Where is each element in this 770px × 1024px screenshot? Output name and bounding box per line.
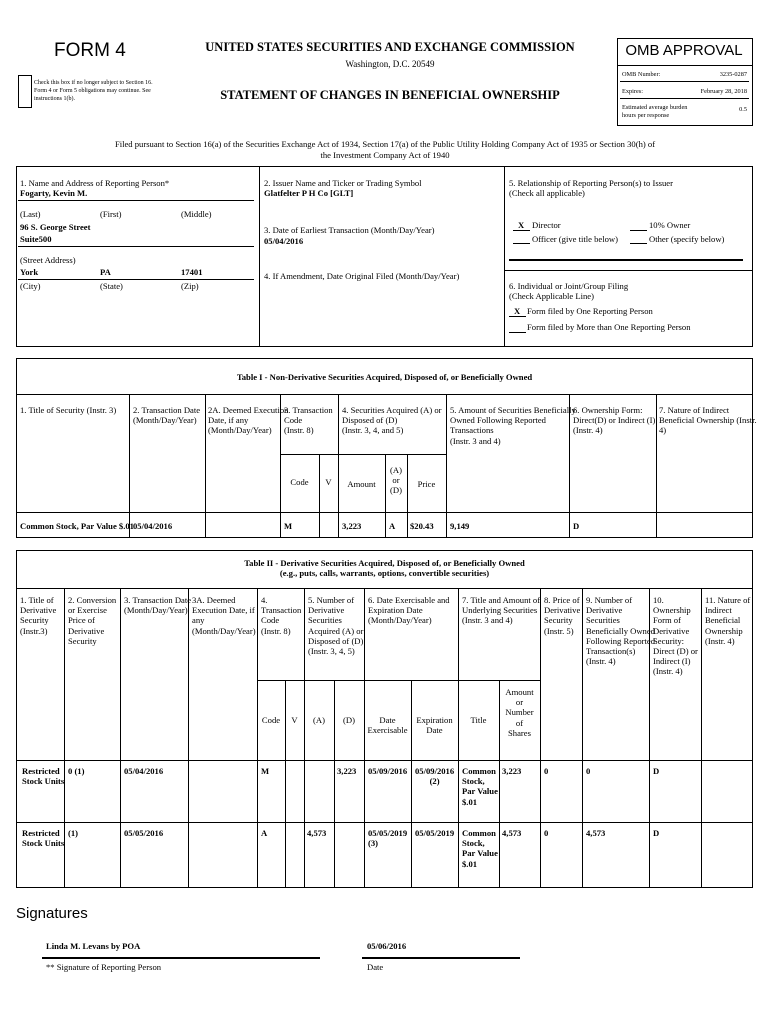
omb-expires-label: Expires:	[622, 88, 643, 95]
checkbox-instructions: Check this box if no longer subject to Section 16. Form 4 or Form 5 obligations may continue. See instructions 1(b).	[34, 80, 153, 102]
t1-col1-header: 1. Title of Security (Instr. 3)	[20, 405, 117, 415]
t2-sub-date-exercisable: Date Exercisable	[367, 715, 408, 736]
reporting-person-label: 1. Name and Address of Reporting Person*	[20, 178, 170, 188]
omb-number-label: OMB Number:	[622, 71, 661, 78]
agency-location: Washington, D.C. 20549	[345, 59, 435, 69]
omb-expires-value: February 28, 2018	[700, 88, 747, 95]
street-address-label: (Street Address)	[20, 255, 76, 265]
t1-row-amount: 3,223	[342, 521, 362, 531]
one-person-mark[interactable]: X	[514, 306, 521, 316]
t2-row1-price: 0	[544, 766, 549, 776]
t1-row-date: 05/04/2016	[133, 521, 173, 531]
city-value: York	[20, 267, 39, 277]
agency-name: UNITED STATES SECURITIES AND EXCHANGE COMMISSION	[205, 40, 575, 54]
ten-percent-owner-label: 10% Owner	[649, 220, 691, 230]
t2-col4-header: 4. Transaction Code (Instr. 8)	[261, 595, 302, 636]
last-label: (Last)	[20, 209, 41, 219]
t2-row1-disposed: 3,223	[337, 766, 357, 776]
no-longer-subject-checkbox[interactable]	[18, 75, 32, 108]
t1-col2a-header: 2A. Deemed Execution Date, if any (Month/Day/Year)	[208, 405, 289, 436]
zip-value: 17401	[181, 267, 203, 277]
t2-sub-code: Code	[261, 715, 281, 725]
issuer-name: Glatfelter P H Co [GLT]	[264, 188, 354, 198]
t2-col5-header: 5. Number of Derivative Securities Acquired (A) or Disposed of (D) (Instr. 3, 4, 5)	[308, 595, 364, 657]
filed-pursuant: Filed pursuant to Section 16(a) of the Securities Exchange Act of 1934, Section 17(a) of the Public Utility Holding Company Act of 1935 or Section 30(h) of the Investment Company Act of 1940	[114, 139, 656, 160]
state-label: (State)	[100, 281, 123, 291]
earliest-transaction-label: 3. Date of Earliest Transaction (Month/Day/Year)	[264, 225, 435, 235]
director-label: Director	[532, 220, 561, 230]
filed-by-one-label: Form filed by One Reporting Person	[527, 306, 653, 316]
t1-col3-header: 3. Transaction Code (Instr. 8)	[284, 405, 333, 436]
t2-row1-date: 05/04/2016	[124, 766, 164, 776]
t2-col7-header: 7. Title and Amount of Underlying Securities (Instr. 3 and 4)	[462, 595, 541, 626]
earliest-transaction-date: 05/04/2016	[264, 236, 304, 246]
signature-line	[42, 957, 320, 959]
t1-sub-a-or-d: (A) or (D)	[390, 465, 402, 496]
t1-row-form: D	[573, 521, 580, 531]
t2-sub-d: (D)	[343, 715, 355, 725]
statement-title: STATEMENT OF CHANGES IN BENEFICIAL OWNERSHIP	[220, 88, 560, 102]
t2-row2-code: A	[261, 828, 268, 838]
issuer-label: 2. Issuer Name and Ticker or Trading Symbol	[264, 178, 422, 188]
first-label: (First)	[100, 209, 122, 219]
t2-sub-v: V	[291, 715, 298, 725]
t2-row2-expiration: 05/05/2019	[415, 828, 455, 838]
t2-row1-exercisable: 05/09/2016	[368, 766, 408, 776]
omb-title: OMB APPROVAL	[625, 42, 743, 59]
t1-row-code: M	[284, 521, 293, 531]
t2-row2-acquired: 4,573	[307, 828, 327, 838]
t1-sub-amount: Amount	[347, 479, 376, 489]
t2-row2-underlying-amount: 4,573	[502, 828, 522, 838]
t2-col9-header: 9. Number of Derivative Securities Beneficially Owned Following Reported Transaction(s) (Instr. 4)	[586, 595, 655, 667]
t2-col10-header: 10. Ownership Form of Derivative Security: Direct (D) or Indirect (I) (Instr. 4)	[653, 595, 698, 677]
t2-row2-date: 05/05/2016	[124, 828, 164, 838]
reporting-person-name: Fogarty, Kevin M.	[20, 188, 88, 198]
t2-row1-form: D	[653, 766, 660, 776]
t1-col7-header: 7. Nature of Indirect Beneficial Ownership (Instr. 4)	[659, 405, 757, 436]
other-label: Other (specify below)	[649, 234, 725, 244]
filing-label: 6. Individual or Joint/Group Filing (Check Applicable Line)	[509, 281, 629, 302]
t1-col2-header: 2. Transaction Date (Month/Day/Year)	[133, 405, 201, 426]
t2-row2-conversion: (1)	[68, 828, 79, 838]
middle-label: (Middle)	[181, 209, 212, 219]
t1-col5-header: 5. Amount of Securities Beneficially Owned Following Reported Transactions (Instr. 3 and 4)	[450, 405, 576, 446]
t2-row1-conversion: 0 (1)	[68, 766, 85, 776]
t1-row-title: Common Stock, Par Value $.01	[20, 521, 134, 531]
signature-name: Linda M. Levans by POA	[46, 941, 141, 951]
t2-row1-owned: 0	[586, 766, 591, 776]
t1-sub-price: Price	[417, 479, 436, 489]
relationship-label: 5. Relationship of Reporting Person(s) to Issuer (Check all applicable)	[509, 178, 673, 199]
table1-title: Table I - Non-Derivative Securities Acquired, Disposed of, or Beneficially Owned	[236, 372, 533, 382]
t1-row-owned: 9,149	[450, 521, 470, 531]
omb-burden-value: 0.5	[739, 106, 747, 113]
t2-row2-title: Restricted Stock Units	[22, 828, 65, 849]
t1-col6-header: 6. Ownership Form: Direct(D) or Indirect (I) (Instr. 4)	[573, 405, 656, 436]
t2-sub-title: Title	[470, 715, 487, 725]
t2-row2-exercisable: 05/05/2019 (3)	[368, 828, 408, 849]
omb-number-value: 3235-0287	[719, 71, 747, 78]
amendment-label: 4. If Amendment, Date Original Filed (Month/Day/Year)	[264, 271, 460, 281]
t2-row2-owned: 4,573	[586, 828, 606, 838]
t2-row1-underlying-amount: 3,223	[502, 766, 522, 776]
director-mark[interactable]: X	[518, 220, 525, 230]
t2-row1-title: Restricted Stock Units	[22, 766, 65, 787]
table2-title: Table II - Derivative Securities Acquired, Disposed of, or Beneficially Owned (e.g., puts, calls, warrants, options, convertible securities)	[244, 558, 525, 579]
filed-by-more-label: Form filed by More than One Reporting Person	[527, 322, 691, 332]
t2-col6-header: 6. Date Exercisable and Expiration Date (Month/Day/Year)	[368, 595, 450, 626]
t2-row2-price: 0	[544, 828, 549, 838]
state-value: PA	[100, 267, 111, 277]
street-line-2: Suite500	[20, 234, 52, 244]
t1-row-a-or-d: A	[389, 521, 396, 531]
t2-sub-expiration: Expiration Date	[416, 715, 453, 736]
t1-sub-code: Code	[290, 477, 309, 487]
t1-col4-header: 4. Securities Acquired (A) or Disposed of (D) (Instr. 3, 4, and 5)	[342, 405, 442, 436]
t1-sub-v: V	[325, 477, 332, 487]
t1-row-price: $20.43	[410, 521, 434, 531]
t2-row1-code: M	[261, 766, 270, 776]
zip-label: (Zip)	[181, 281, 199, 291]
t2-sub-amount: Amount or Number of Shares	[505, 687, 534, 738]
signature-date: 05/06/2016	[367, 941, 407, 951]
city-label: (City)	[20, 281, 41, 291]
t2-col11-header: 11. Nature of Indirect Beneficial Ownership (Instr. 4)	[705, 595, 751, 646]
officer-label: Officer (give title below)	[532, 234, 618, 244]
t2-row1-underlying-title: Common Stock, Par Value $.01	[462, 766, 498, 807]
street-line-1: 96 S. George Street	[20, 222, 91, 232]
signature-label: ** Signature of Reporting Person	[46, 962, 162, 972]
t2-col3a-header: 3A. Deemed Execution Date, if any (Month/Day/Year)	[192, 595, 256, 636]
t2-col1-header: 1. Title of Derivative Security (Instr.3)	[20, 595, 57, 636]
t2-col8-header: 8. Price of Derivative Security (Instr. 5)	[544, 595, 581, 636]
t2-row1-expiration: 05/09/2016 (2)	[415, 766, 455, 787]
t2-row2-form: D	[653, 828, 660, 838]
omb-burden-label: Estimated average burden hours per response	[622, 104, 688, 119]
date-label: Date	[367, 962, 384, 972]
t2-row2-underlying-title: Common Stock, Par Value $.01	[462, 828, 498, 869]
form-title: FORM 4	[54, 40, 126, 61]
date-line	[362, 957, 520, 959]
t2-col3-header: 3. Transaction Date (Month/Day/Year)	[124, 595, 192, 616]
t2-col2-header: 2. Conversion or Exercise Price of Derivative Security	[68, 595, 117, 646]
signatures-heading: Signatures	[16, 905, 88, 922]
t2-sub-a: (A)	[313, 715, 325, 725]
